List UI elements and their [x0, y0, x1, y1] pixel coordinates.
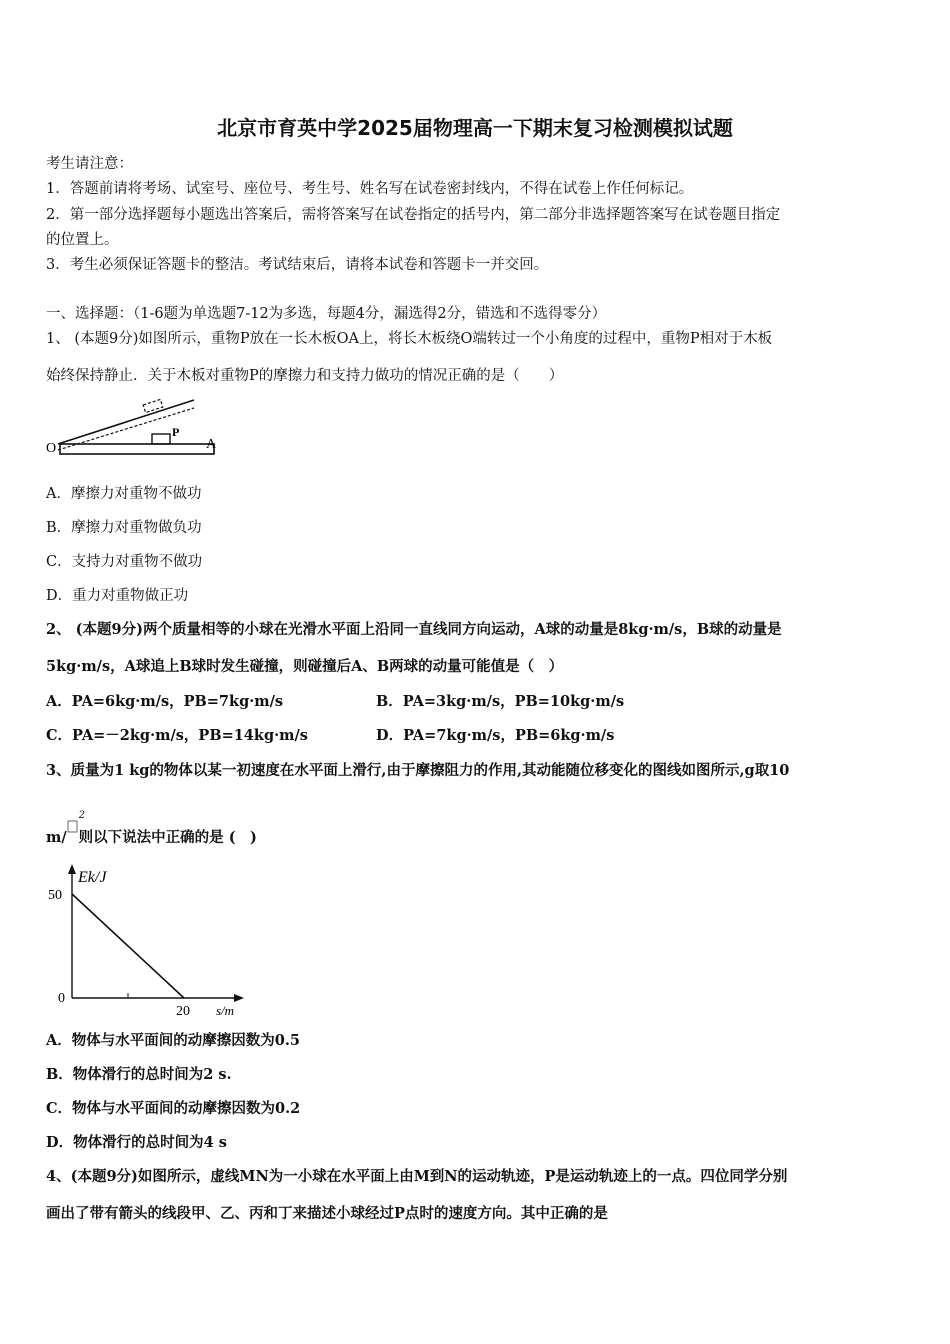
- q3-option-d: D．物体滑行的总时间为4 s: [46, 1134, 227, 1151]
- q1-option-a: A．摩擦力对重物不做功: [46, 486, 202, 502]
- q1-option-b: B．摩擦力对重物做负功: [46, 520, 202, 536]
- x-tick-label: 20: [176, 1004, 190, 1019]
- q3-stem-suffix: 则以下说法中正确的是 ( ): [78, 829, 257, 846]
- q2-stem-line2: 5kg·m/s，A球追上B球时发生碰撞，则碰撞后A、B两球的动量可能值是（ ）: [46, 658, 564, 675]
- q3-unit-prefix: m/: [46, 829, 67, 846]
- section-heading: 一、选择题：（1-6题为单选题7-12为多选，每题4分，漏选得2分，错选和不选得零分）: [46, 306, 607, 322]
- q2-stem-line1: 2、 (本题9分)两个质量相等的小球在光滑水平面上沿同一直线同方向运动，A球的动量是8kg·m/s，B球的动量是: [46, 621, 782, 638]
- q4-stem-line2: 画出了带有箭头的线段甲、乙、丙和丁来描述小球经过P点时的速度方向。其中正确的是: [46, 1205, 608, 1222]
- q1-option-c: C．支持力对重物不做功: [46, 554, 203, 570]
- notice-item-2: 2．第一部分选择题每小题选出答案后，需将答案写在试卷指定的括号内，第二部分非选择题答案写在试卷题目指定: [46, 207, 781, 223]
- origin-label: 0: [58, 991, 65, 1006]
- y-axis-label: Ek/J: [78, 869, 107, 886]
- ek-displacement-chart: [44, 860, 254, 1020]
- q3-option-c: C．物体与水平面间的动摩擦因数为0.2: [46, 1100, 301, 1117]
- missing-glyph-box: [67, 810, 86, 834]
- notice-item-3: 3．考生必须保证答题卡的整洁。考试结束后，请将本试卷和答题卡一并交回。: [46, 257, 549, 273]
- horizontal-board: [60, 444, 214, 454]
- q3-stem-line1: 3、质量为1 kg的物体以某一初速度在水平面上滑行,由于摩擦阻力的作用,其动能随位移变化的图线如图所示,g取10: [46, 762, 790, 779]
- q2-option-d: D．PA=7kg·m/s，PB=6kg·m/s: [376, 727, 615, 744]
- label-p: P: [172, 425, 180, 439]
- x-axis-arrow: [234, 994, 244, 1002]
- block-p: [152, 434, 170, 444]
- q3-option-b: B．物体滑行的总时间为2 s.: [46, 1066, 232, 1083]
- notice-heading: 考生请注意：: [46, 156, 133, 172]
- label-a: A: [206, 437, 217, 452]
- q4-stem-line1: 4、(本题9分)如图所示，虚线MN为一小球在水平面上由M到N的运动轨迹，P是运动轨迹上的一点。四位同学分别: [46, 1168, 788, 1185]
- q2-option-a: A．PA=6kg·m/s，PB=7kg·m/s: [46, 693, 284, 710]
- y-axis-arrow: [68, 864, 76, 874]
- q2-option-c: C．PA=－2kg·m/s，PB=14kg·m/s: [46, 727, 308, 744]
- q1-stem-line2: 始终保持静止．关于木板对重物P的摩擦力和支持力做功的情况正确的是（ ）: [46, 368, 564, 384]
- notice-item-1: 1．答题前请将考场、试室号、座位号、考生号、姓名写在试卷密封线内，不得在试卷上作任何标记。: [46, 181, 694, 197]
- ek-series-line: [72, 894, 184, 998]
- q1-option-d: D．重力对重物做正功: [46, 588, 189, 604]
- q3-option-a: A．物体与水平面间的动摩擦因数为0.5: [46, 1032, 300, 1049]
- notice-item-2-cont: 的位置上。: [46, 232, 119, 248]
- q3-unit-superscript: 2: [78, 810, 86, 821]
- label-o: O: [46, 441, 57, 456]
- x-axis-label: s/m: [216, 1003, 235, 1018]
- page-title: 北京市育英中学2025届物理高一下期末复习检测模拟试题: [217, 116, 733, 140]
- q1-stem-line1: 1、 (本题9分)如图所示，重物P放在一长木板OA上，将长木板绕O端转过一个小角度的过程中，重物P相对于木板: [46, 331, 773, 347]
- q1-incline-figure: [44, 392, 224, 464]
- q3-stem-line2: [46, 810, 257, 847]
- q2-option-b: B．PA=3kg·m/s，PB=10kg·m/s: [376, 693, 625, 710]
- y-tick-label: 50: [48, 888, 62, 903]
